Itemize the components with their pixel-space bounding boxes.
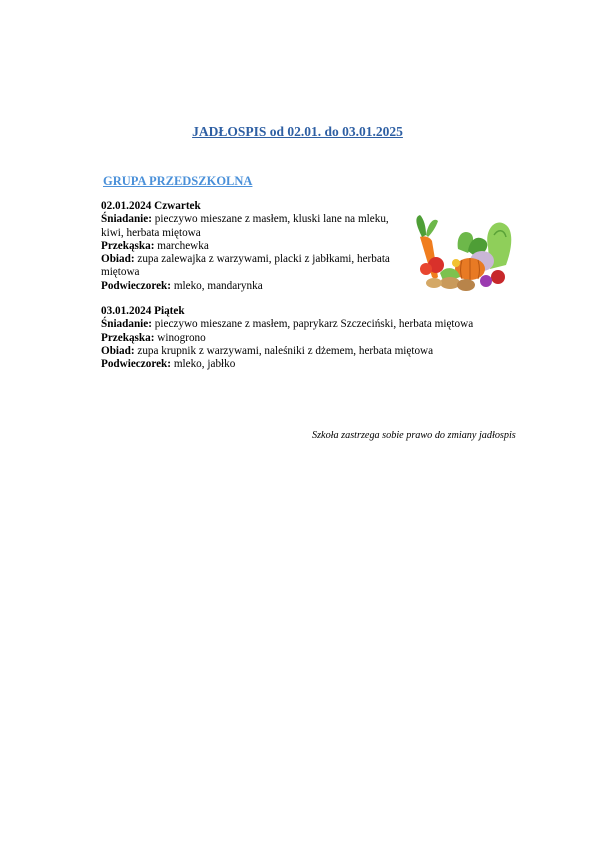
meal-breakfast [101, 318, 501, 331]
meal-text: pieczywo mieszane z masłem, paprykarz Szczeciński, herbata miętowa [154, 318, 474, 331]
meal-snack [101, 332, 501, 345]
day-heading: 03.01.2024 Piątek [101, 305, 185, 317]
meal-text: marchewka [157, 239, 209, 252]
meal-label: Przekąska: [101, 331, 155, 344]
meal-label: Podwieczorek: [101, 358, 172, 371]
meal-afternoon-snack [101, 358, 501, 371]
meal-text: pieczywo mieszane z masłem, kluski lane na mleku, kiwi, herbata miętowa [101, 213, 389, 239]
meal-lunch [101, 253, 401, 280]
meal-lunch [101, 345, 501, 358]
day-heading: 02.01.2024 Czwartek [101, 200, 201, 212]
vegetables-illustration-icon [406, 207, 514, 295]
meal-breakfast [101, 213, 401, 240]
meal-text: zupa krupnik z warzywami, naleśniki z dżemem, herbata miętowa [137, 344, 434, 357]
day-menu-thursday [101, 200, 401, 293]
meal-text: zupa zalewajka z warzywami, placki z jabłkami, herbata miętowa [101, 253, 390, 279]
meal-text: mleko, mandarynka [173, 279, 263, 292]
meal-label: Przekąska: [101, 239, 155, 252]
meal-snack [101, 240, 401, 253]
meal-label: Śniadanie: [101, 318, 152, 331]
disclaimer-note: Szkoła zastrzega sobie prawo do zmiany jadłospis [312, 430, 516, 441]
meal-text: winogrono [157, 331, 206, 344]
meal-label: Śniadanie: [101, 213, 152, 226]
page-title: JADŁOSPIS od 02.01. do 03.01.2025 [192, 124, 403, 139]
meal-label: Obiad: [101, 344, 135, 357]
meal-afternoon-snack [101, 280, 401, 293]
meal-label: Obiad: [101, 253, 135, 266]
group-heading: GRUPA PRZEDSZKOLNA [103, 174, 253, 188]
meal-label: Podwieczorek: [101, 279, 172, 292]
meal-text: mleko, jabłko [173, 358, 236, 371]
day-menu-friday [101, 305, 501, 371]
